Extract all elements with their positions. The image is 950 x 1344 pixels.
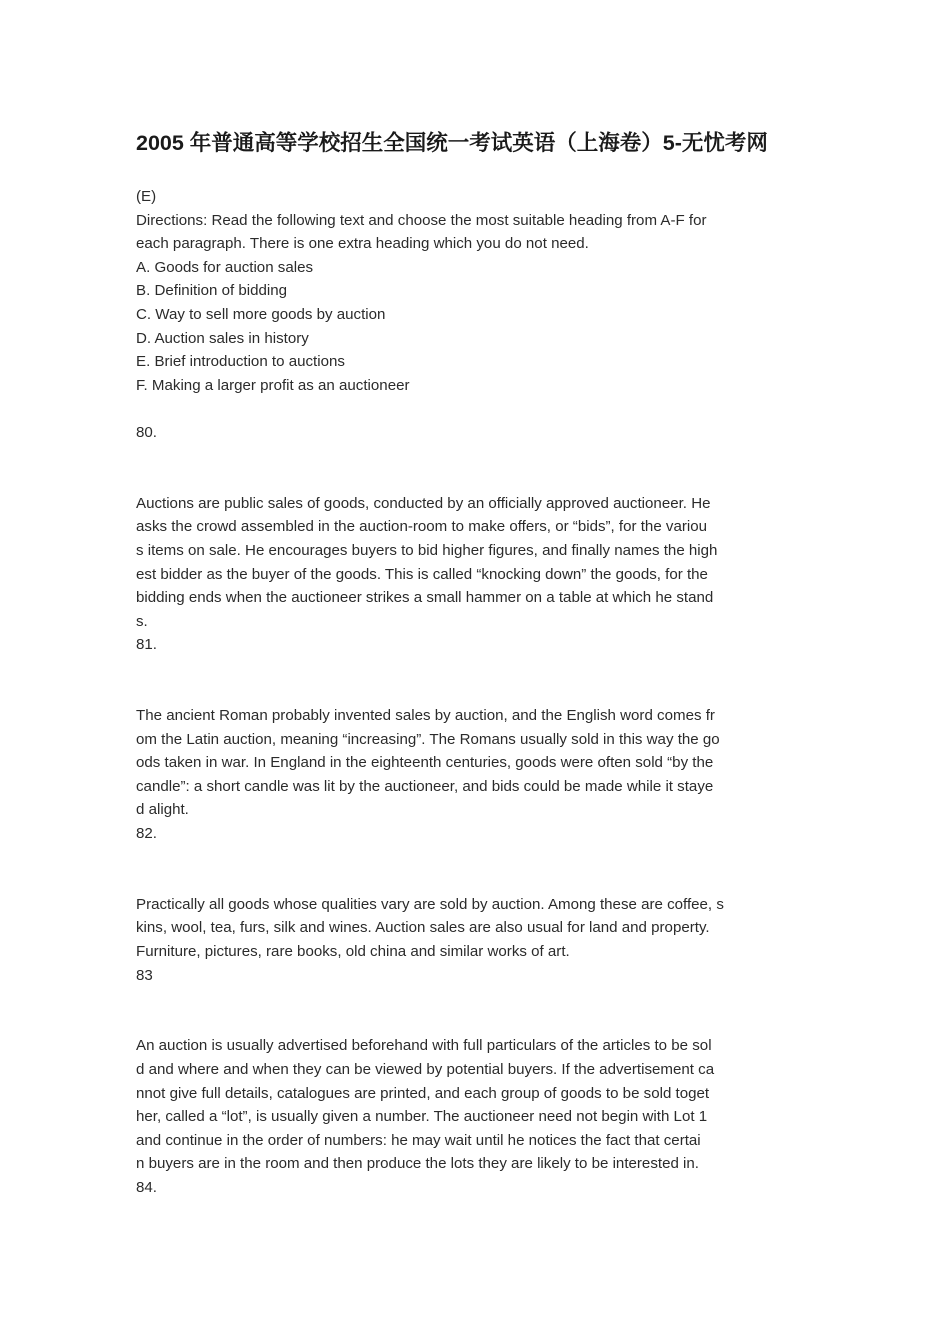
- spacer: [136, 657, 826, 704]
- paragraph-line: kins, wool, tea, furs, silk and wines. Auction sales are also usual for land and property.: [136, 919, 710, 937]
- paragraph-line: nnot give full details, catalogues are printed, and each group of goods to be sold toget: [136, 1084, 710, 1102]
- section-label: (E): [136, 188, 157, 205]
- heading-option-e: E. Brief introduction to auctions: [136, 353, 345, 371]
- paragraph-line: An auction is usually advertised beforehand with full particulars of the articles to be sol: [136, 1037, 712, 1055]
- paragraph-line: om the Latin auction, meaning “increasing”. The Romans usually sold in this way the go: [136, 730, 720, 748]
- page-title: 2005 年普通高等学校招生全国统一考试英语（上海卷）5-无忧考网: [136, 131, 768, 155]
- question-paragraph-83: [136, 1034, 826, 1176]
- question-marker-82: 82.: [136, 825, 157, 843]
- paragraph-line: ods taken in war. In England in the eighteenth centuries, goods were often sold “by the: [136, 754, 714, 772]
- paragraph-line: s.: [136, 612, 148, 630]
- question-marker-80: 80.: [136, 423, 157, 441]
- paragraph-line: est bidder as the buyer of the goods. This is called “knocking down” the goods, for the: [136, 565, 708, 583]
- question-marker-84: 84.: [136, 1178, 157, 1196]
- paragraph-line: and continue in the order of numbers: he may wait until he notices the fact that certai: [136, 1131, 701, 1149]
- paragraph-line: Practically all goods whose qualities vary are sold by auction. Among these are coffee, s: [136, 895, 724, 913]
- paragraph-line: candle”: a short candle was lit by the auctioneer, and bids could be made while it staye: [136, 777, 714, 795]
- paragraph-line: The ancient Roman probably invented sales by auction, and the English word comes fr: [136, 707, 715, 725]
- directions-line-2: each paragraph. There is one extra heading which you do not need.: [136, 235, 589, 253]
- document-content: [136, 128, 826, 1200]
- spacer: [136, 445, 826, 492]
- heading-option-d: D. Auction sales in history: [136, 329, 309, 347]
- spacer: [136, 987, 826, 1034]
- paragraph-line: bidding ends when the auctioneer strikes a small hammer on a table at which he stand: [136, 589, 714, 607]
- heading-option-c: C. Way to sell more goods by auction: [136, 305, 386, 323]
- spacer: [136, 397, 826, 421]
- document-body: [136, 185, 826, 1200]
- paragraph-line: her, called a “lot”, is usually given a number. The auctioneer need not begin with Lot 1: [136, 1108, 708, 1126]
- heading-option-a: A. Goods for auction sales: [136, 258, 314, 276]
- paragraph-line: Furniture, pictures, rare books, old china and similar works of art.: [136, 943, 570, 960]
- paragraph-line: n buyers are in the room and then produce the lots they are likely to be interested in.: [136, 1155, 699, 1173]
- paragraph-line: s items on sale. He encourages buyers to bid higher figures, and finally names the high: [136, 541, 718, 559]
- question-paragraph-80: [136, 492, 826, 634]
- paragraph-line: Auctions are public sales of goods, conducted by an officially approved auctioneer. He: [136, 494, 711, 512]
- directions-line-1: Directions: Read the following text and choose the most suitable heading from A-F for: [136, 211, 707, 229]
- question-paragraph-81: [136, 704, 826, 822]
- question-paragraph-82: [136, 893, 826, 964]
- paragraph-line: d and where and when they can be viewed by potential buyers. If the advertisement ca: [136, 1060, 715, 1078]
- question-marker-83: 83: [136, 966, 153, 984]
- spacer: [136, 846, 826, 893]
- heading-option-b: B. Definition of bidding: [136, 282, 288, 300]
- paragraph-line: d alight.: [136, 801, 189, 819]
- question-marker-81: 81.: [136, 636, 157, 654]
- heading-option-f: F. Making a larger profit as an auctioneer: [136, 376, 410, 394]
- paragraph-line: asks the crowd assembled in the auction-room to make offers, or “bids”, for the variou: [136, 518, 708, 536]
